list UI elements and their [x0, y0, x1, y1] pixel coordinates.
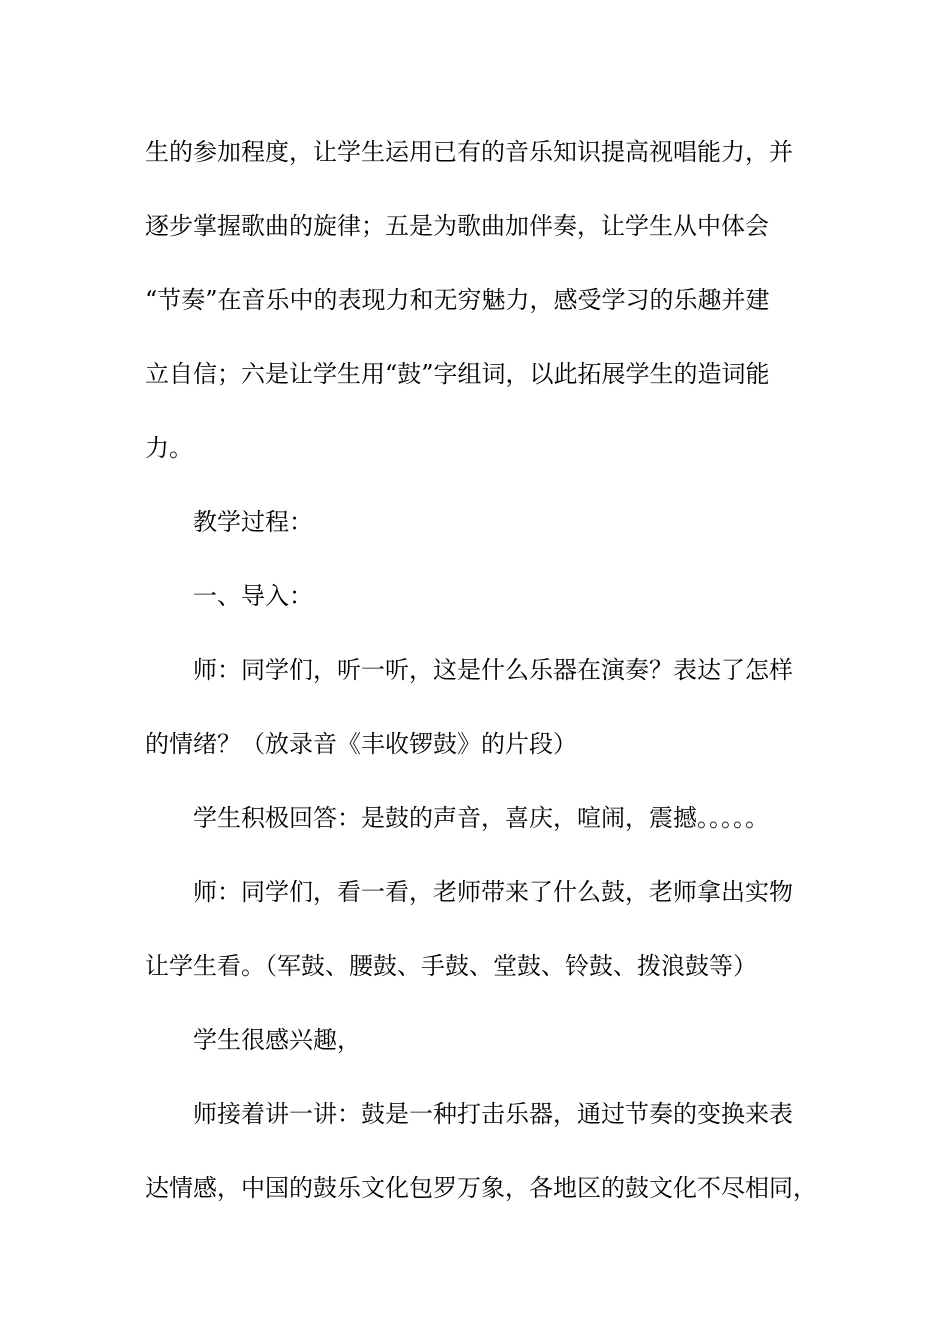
text-line: 的情绪？（放录音《丰收锣鼓》的片段）: [145, 730, 577, 758]
text-line: 师：同学们，看一看，老师带来了什么鼓，老师拿出实物: [193, 878, 793, 906]
text-line: 学生积极回答：是鼓的声音，喜庆，喧闹，震撼。。。。。: [193, 804, 769, 832]
text-line: 师：同学们，听一听，这是什么乐器在演奏？表达了怎样: [193, 656, 793, 684]
text-line: 逐步掌握歌曲的旋律；五是为歌曲加伴奏，让学生从中体会: [145, 212, 769, 240]
text-line: 达情感，中国的鼓乐文化包罗万象，各地区的鼓文化不尽相同，: [145, 1174, 817, 1202]
text-line: 师接着讲一讲：鼓是一种打击乐器，通过节奏的变换来表: [193, 1100, 793, 1128]
text-line: 力。: [145, 434, 193, 462]
text-line: 让学生看。（军鼓、腰鼓、手鼓、堂鼓、铃鼓、拨浪鼓等）: [145, 952, 757, 980]
body-text: [145, 128, 815, 1238]
section-heading: 教学过程：: [193, 508, 313, 536]
text-line: 立自信；六是让学生用“鼓”字组词，以此拓展学生的造词能: [145, 360, 770, 388]
text-line: “节奏”在音乐中的表现力和无穷魅力，感受学习的乐趣并建: [145, 286, 770, 314]
text-line: 学生很感兴趣，: [193, 1026, 361, 1054]
subsection-heading: 一、导入：: [193, 582, 313, 610]
text-line: 生的参加程度，让学生运用已有的音乐知识提高视唱能力，并: [145, 138, 793, 166]
